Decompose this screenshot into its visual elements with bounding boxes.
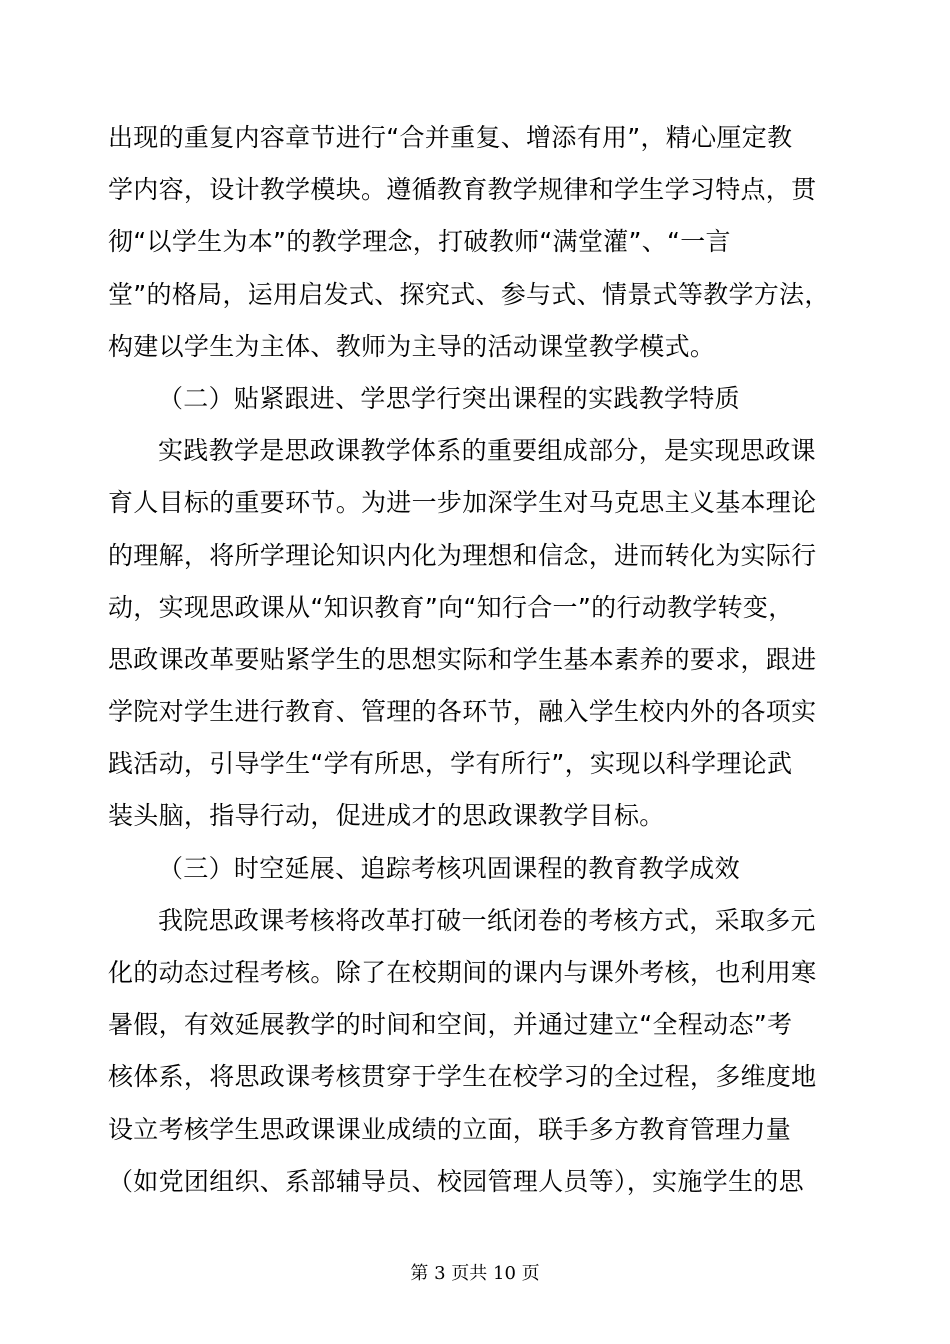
text-line: 学院对学生进行教育、管理的各环节，融入学生校内外的各项实	[108, 697, 817, 727]
text-line: 学内容，设计教学模块。遵循教育教学规律和学生学习特点，贯	[108, 175, 817, 205]
text-line: 的理解，将所学理论知识内化为理想和信念，进而转化为实际行	[108, 540, 817, 570]
text-line: 构建以学生为主体、教师为主导的活动课堂教学模式。	[108, 331, 716, 361]
text-line: 装头脑，指导行动，促进成才的思政课教学目标。	[108, 801, 665, 831]
text-line: 化的动态过程考核。除了在校期间的课内与课外考核，也利用寒	[108, 958, 817, 987]
text-line: 实践教学是思政课教学体系的重要组成部分，是实现思政课	[158, 436, 816, 466]
document-body	[108, 112, 848, 1208]
text-line: 思政课改革要贴紧学生的思想实际和学生基本素养的要求，跟进	[108, 644, 817, 674]
section-heading: （二）贴紧跟进、学思学行突出课程的实践教学特质	[158, 383, 740, 413]
text-line: 彻“以学生为本”的教学理念，打破教师“满堂灌”、“一言	[108, 227, 731, 257]
text-line: 践活动，引导学生“学有所思，学有所行”，实现以科学理论武	[108, 749, 793, 779]
text-line: 暑假，有效延展教学的时间和空间，并通过建立“全程动态”考	[108, 1010, 793, 1040]
text-line: 核体系，将思政课考核贯穿于学生在校学习的全过程，多维度地	[108, 1062, 817, 1092]
text-line: 设立考核学生思政课课业成绩的立面，联手多方教育管理力量	[108, 1114, 792, 1144]
page-number-footer: 第 3 页共 10 页	[410, 1263, 540, 1284]
text-line: 我院思政课考核将改革打破一纸闭卷的考核方式，采取多元	[158, 905, 816, 935]
section-heading: （三）时空延展、追踪考核巩固课程的教育教学成效	[158, 853, 740, 883]
text-line: 堂”的格局，运用启发式、探究式、参与式、情景式等教学方法，	[108, 279, 830, 309]
text-line: 动，实现思政课从“知识教育”向“知行合一”的行动教学转变，	[108, 592, 794, 622]
text-line: （如党团组织、系部辅导员、校园管理人员等），实施学生的思	[108, 1166, 804, 1196]
text-line: 育人目标的重要环节。为进一步加深学生对马克思主义基本理论	[108, 488, 817, 518]
text-line: 出现的重复内容章节进行“合并重复、增添有用”，精心厘定教	[108, 123, 793, 152]
